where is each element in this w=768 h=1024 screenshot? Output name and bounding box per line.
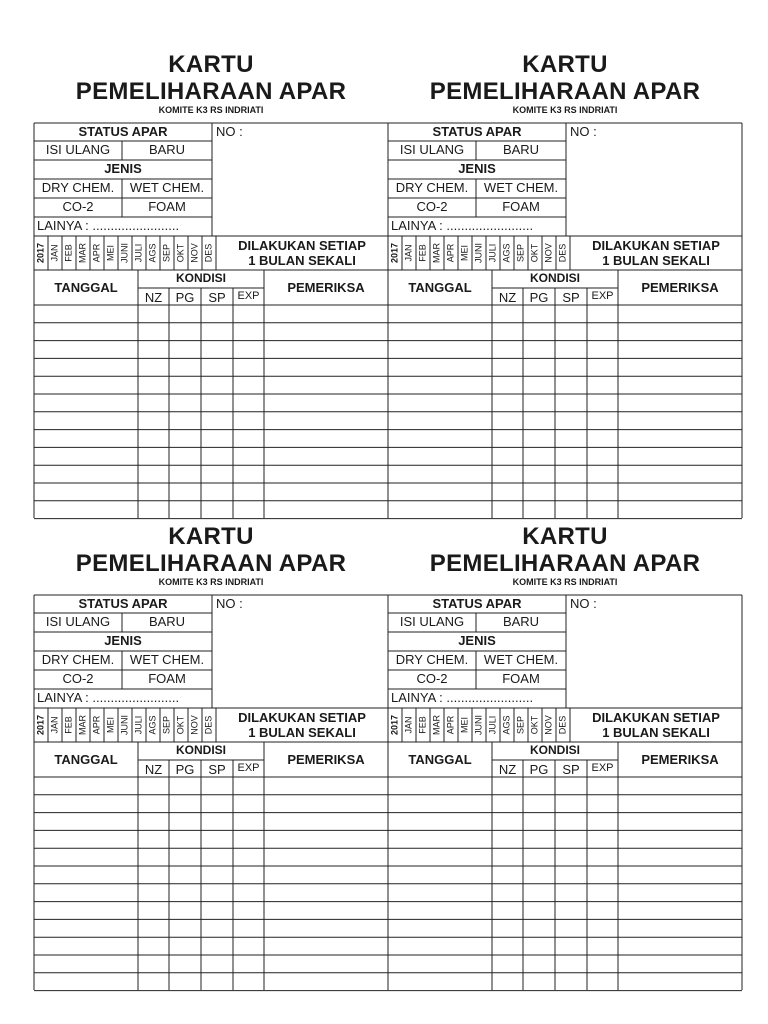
month-label: JULI <box>487 715 498 735</box>
month-cell <box>174 708 188 742</box>
month-cell <box>146 236 160 270</box>
jenis-label: JENIS <box>104 161 142 176</box>
month-cell <box>76 708 90 742</box>
pemeriksa-header: PEMERIKSA <box>287 752 365 767</box>
month-cell <box>160 236 174 270</box>
month-cell <box>132 236 146 270</box>
status-apar-label: STATUS APAR <box>78 124 168 139</box>
kondisi-header: KONDISI <box>529 271 580 285</box>
schedule-line-1: DILAKUKAN SETIAP <box>592 238 720 253</box>
year-text: 2017 <box>389 714 400 736</box>
month-label: SEP <box>515 243 526 263</box>
co2-label: CO-2 <box>62 671 94 686</box>
year-label <box>34 708 48 742</box>
month-label: JUNI <box>119 715 130 735</box>
tanggal-header: TANGGAL <box>54 280 118 295</box>
month-label: JAN <box>403 716 414 734</box>
isi-ulang-label: ISI ULANG <box>45 614 111 629</box>
month-cell <box>104 708 118 742</box>
status-apar-label: STATUS APAR <box>78 596 168 611</box>
month-label: FEB <box>63 716 74 734</box>
no-label: NO : <box>216 596 243 611</box>
baru-label: BARU <box>502 142 540 157</box>
month-cell <box>542 236 556 270</box>
month-cell <box>542 708 556 742</box>
pemeriksa-header: PEMERIKSA <box>641 752 719 767</box>
month-label: OKT <box>175 243 186 263</box>
year-text: 2017 <box>35 242 46 264</box>
month-cell <box>528 708 542 742</box>
kondisi-header: KONDISI <box>529 743 580 757</box>
month-label: FEB <box>417 244 428 262</box>
jenis-label: JENIS <box>458 161 496 176</box>
status-apar-label: STATUS APAR <box>432 596 522 611</box>
card-title-line2: PEMELIHARAAN APAR <box>429 78 701 105</box>
schedule-line-2: 1 BULAN SEKALI <box>248 253 356 268</box>
no-label: NO : <box>570 124 597 139</box>
month-label: JUNI <box>473 715 484 735</box>
month-cell <box>62 708 76 742</box>
month-label: AGS <box>501 243 512 263</box>
baru-label: BARU <box>502 614 540 629</box>
isi-ulang-label: ISI ULANG <box>45 142 111 157</box>
dry-chem-label: DRY CHEM. <box>395 180 469 195</box>
month-label: MEI <box>459 716 470 734</box>
kondisi-sub-header: PG <box>529 290 549 305</box>
month-label: SEP <box>161 243 172 263</box>
month-label: MAR <box>77 243 88 263</box>
month-cell <box>444 708 458 742</box>
month-label: OKT <box>529 243 540 263</box>
month-cell <box>514 236 528 270</box>
kondisi-sub-header: EXP <box>591 290 614 302</box>
month-label: JAN <box>403 244 414 262</box>
no-label: NO : <box>570 596 597 611</box>
maintenance-card <box>34 48 388 518</box>
wet-chem-label: WET CHEM. <box>129 652 205 667</box>
month-cell <box>188 236 202 270</box>
maintenance-card <box>388 48 742 518</box>
month-label: JULI <box>133 243 144 263</box>
kondisi-sub-header: PG <box>175 290 195 305</box>
schedule-line-1: DILAKUKAN SETIAP <box>592 710 720 725</box>
card-title-line2: PEMELIHARAAN APAR <box>75 550 347 577</box>
month-cell <box>118 708 132 742</box>
month-label: NOV <box>543 715 554 735</box>
month-cell <box>174 236 188 270</box>
lainya-label: LAINYA : ........................ <box>391 218 534 233</box>
schedule-line-1: DILAKUKAN SETIAP <box>238 710 366 725</box>
month-label: MEI <box>459 244 470 262</box>
month-label: JAN <box>49 244 60 262</box>
month-label: NOV <box>543 243 554 263</box>
month-cell <box>48 708 62 742</box>
month-label: FEB <box>63 244 74 262</box>
year-label <box>388 708 402 742</box>
month-label: JULI <box>487 243 498 263</box>
card-title-line2: PEMELIHARAAN APAR <box>75 78 347 105</box>
month-cell <box>458 236 472 270</box>
month-cell <box>472 236 486 270</box>
month-label: SEP <box>515 715 526 735</box>
card-subtitle: KOMITE K3 RS INDRIATI <box>158 577 264 587</box>
month-label: AGS <box>147 243 158 263</box>
kondisi-sub-header: EXP <box>237 762 260 774</box>
month-cell <box>90 236 104 270</box>
card-title: KARTU <box>522 51 608 78</box>
month-label: DES <box>557 715 568 735</box>
card-title: KARTU <box>168 523 254 550</box>
month-cell <box>430 708 444 742</box>
kondisi-sub-header: NZ <box>498 762 517 777</box>
kondisi-sub-header: SP <box>562 290 580 305</box>
month-cell <box>90 708 104 742</box>
month-cell <box>500 236 514 270</box>
month-cell <box>48 236 62 270</box>
tanggal-header: TANGGAL <box>408 752 472 767</box>
month-cell <box>188 708 202 742</box>
pemeriksa-header: PEMERIKSA <box>641 280 719 295</box>
month-label: OKT <box>175 715 186 735</box>
card-title: KARTU <box>522 523 608 550</box>
month-label: MEI <box>105 244 116 262</box>
lainya-label: LAINYA : ........................ <box>37 690 180 705</box>
pemeriksa-header: PEMERIKSA <box>287 280 365 295</box>
tanggal-header: TANGGAL <box>408 280 472 295</box>
month-cell <box>514 708 528 742</box>
month-cell <box>202 236 216 270</box>
month-label: AGS <box>147 715 158 735</box>
month-label: JAN <box>49 716 60 734</box>
foam-label: FOAM <box>502 199 540 214</box>
kondisi-sub-header: NZ <box>144 762 163 777</box>
year-text: 2017 <box>35 714 46 736</box>
co2-label: CO-2 <box>416 199 448 214</box>
month-cell <box>62 236 76 270</box>
month-label: JUNI <box>119 243 130 263</box>
month-cell <box>416 236 430 270</box>
co2-label: CO-2 <box>416 671 448 686</box>
month-cell <box>416 708 430 742</box>
month-cell <box>104 236 118 270</box>
month-cell <box>430 236 444 270</box>
kondisi-sub-header: EXP <box>237 290 260 302</box>
year-label <box>388 236 402 270</box>
month-cell <box>444 236 458 270</box>
month-label: APR <box>91 243 102 263</box>
month-cell <box>472 708 486 742</box>
month-label: APR <box>445 243 456 263</box>
card-subtitle: KOMITE K3 RS INDRIATI <box>158 105 264 115</box>
month-label: APR <box>91 715 102 735</box>
baru-label: BARU <box>148 614 186 629</box>
year-label <box>34 236 48 270</box>
lainya-label: LAINYA : ........................ <box>37 218 180 233</box>
month-label: JULI <box>133 715 144 735</box>
foam-label: FOAM <box>148 671 186 686</box>
kondisi-sub-header: NZ <box>144 290 163 305</box>
month-label: NOV <box>189 715 200 735</box>
kondisi-sub-header: SP <box>208 762 226 777</box>
dry-chem-label: DRY CHEM. <box>395 652 469 667</box>
month-cell <box>500 708 514 742</box>
month-label: APR <box>445 715 456 735</box>
isi-ulang-label: ISI ULANG <box>399 142 465 157</box>
kondisi-sub-header: NZ <box>498 290 517 305</box>
month-label: DES <box>203 243 214 263</box>
month-label: DES <box>557 243 568 263</box>
status-apar-label: STATUS APAR <box>432 124 522 139</box>
month-label: MEI <box>105 716 116 734</box>
co2-label: CO-2 <box>62 199 94 214</box>
wet-chem-label: WET CHEM. <box>129 180 205 195</box>
month-label: OKT <box>529 715 540 735</box>
maintenance-card <box>34 520 388 990</box>
schedule-line-2: 1 BULAN SEKALI <box>602 253 710 268</box>
maintenance-card <box>388 520 742 990</box>
month-label: MAR <box>77 715 88 735</box>
schedule-line-2: 1 BULAN SEKALI <box>602 725 710 740</box>
wet-chem-label: WET CHEM. <box>483 652 559 667</box>
foam-label: FOAM <box>502 671 540 686</box>
month-label: NOV <box>189 243 200 263</box>
kondisi-header: KONDISI <box>175 743 226 757</box>
tanggal-header: TANGGAL <box>54 752 118 767</box>
lainya-label: LAINYA : ........................ <box>391 690 534 705</box>
wet-chem-label: WET CHEM. <box>483 180 559 195</box>
month-label: DES <box>203 715 214 735</box>
schedule-line-2: 1 BULAN SEKALI <box>248 725 356 740</box>
dry-chem-label: DRY CHEM. <box>41 180 115 195</box>
month-label: AGS <box>501 715 512 735</box>
month-cell <box>402 708 416 742</box>
schedule-line-1: DILAKUKAN SETIAP <box>238 238 366 253</box>
month-cell <box>132 708 146 742</box>
month-cell <box>458 708 472 742</box>
month-cell <box>486 708 500 742</box>
kondisi-header: KONDISI <box>175 271 226 285</box>
month-cell <box>486 236 500 270</box>
card-title: KARTU <box>168 51 254 78</box>
month-cell <box>528 236 542 270</box>
no-label: NO : <box>216 124 243 139</box>
month-cell <box>160 708 174 742</box>
kondisi-sub-header: PG <box>529 762 549 777</box>
month-label: MAR <box>431 243 442 263</box>
month-cell <box>202 708 216 742</box>
month-label: MAR <box>431 715 442 735</box>
jenis-label: JENIS <box>458 633 496 648</box>
month-label: SEP <box>161 715 172 735</box>
foam-label: FOAM <box>148 199 186 214</box>
month-cell <box>556 236 570 270</box>
card-title-line2: PEMELIHARAAN APAR <box>429 550 701 577</box>
kondisi-sub-header: EXP <box>591 762 614 774</box>
month-cell <box>556 708 570 742</box>
month-cell <box>76 236 90 270</box>
isi-ulang-label: ISI ULANG <box>399 614 465 629</box>
card-subtitle: KOMITE K3 RS INDRIATI <box>512 105 618 115</box>
month-cell <box>146 708 160 742</box>
kondisi-sub-header: PG <box>175 762 195 777</box>
kondisi-sub-header: SP <box>562 762 580 777</box>
dry-chem-label: DRY CHEM. <box>41 652 115 667</box>
jenis-label: JENIS <box>104 633 142 648</box>
month-cell <box>402 236 416 270</box>
baru-label: BARU <box>148 142 186 157</box>
month-label: FEB <box>417 716 428 734</box>
month-label: JUNI <box>473 243 484 263</box>
year-text: 2017 <box>389 242 400 264</box>
month-cell <box>118 236 132 270</box>
kondisi-sub-header: SP <box>208 290 226 305</box>
card-subtitle: KOMITE K3 RS INDRIATI <box>512 577 618 587</box>
